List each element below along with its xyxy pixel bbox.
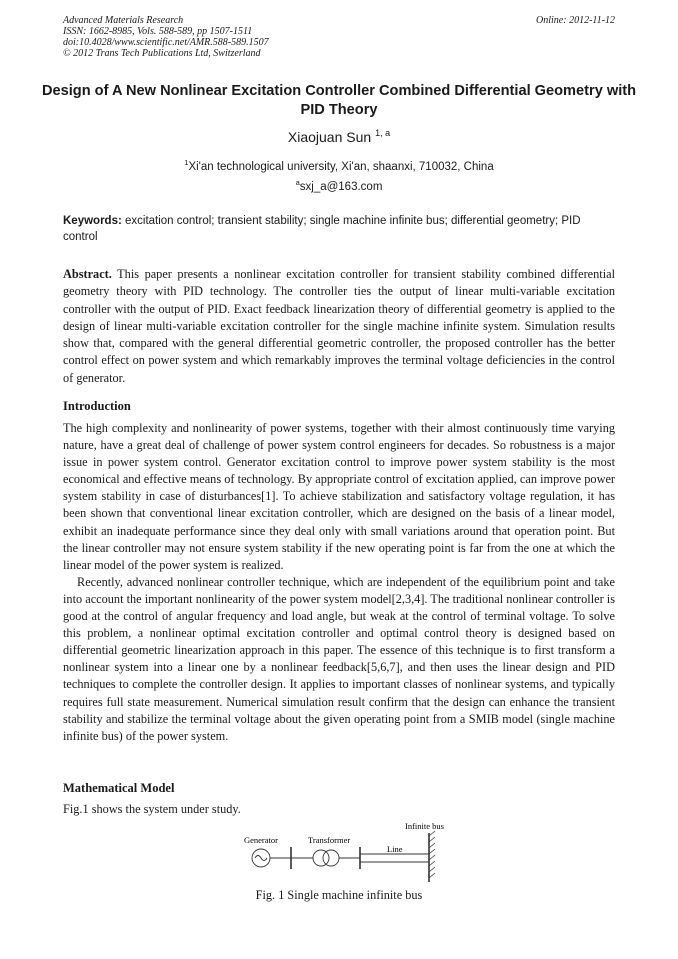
transformer-symbol: [313, 850, 339, 866]
journal-doi: doi:10.4028/www.scientific.net/AMR.588-589.1507: [63, 37, 269, 48]
affiliation-line: [0, 158, 678, 173]
abstract: [63, 266, 615, 387]
keywords-label: Keywords:: [63, 215, 122, 227]
figure-1: [240, 818, 455, 884]
author-name: Xiaojuan Sun: [287, 129, 372, 145]
journal-header: [63, 15, 615, 59]
generator-symbol: [252, 849, 270, 867]
journal-issn: ISSN: 1662-8985, Vols. 588-589, pp 1507-1511: [63, 26, 253, 37]
line-label: Line: [387, 844, 403, 854]
affiliation-superscript: 1: [184, 158, 189, 167]
generator-label: Generator: [244, 835, 278, 845]
single-machine-infinite-bus-diagram: [240, 818, 455, 884]
infinite-bus-label: Infinite bus: [405, 821, 444, 831]
email-superscript: a: [295, 178, 300, 187]
affiliation-text: Xi'an technological university, Xi'an, shaanxi, 710032, China: [188, 161, 494, 173]
introduction-heading: Introduction: [63, 399, 131, 413]
transmission-line: [360, 854, 429, 862]
author-line: [0, 128, 678, 145]
infinite-bus-symbol: [429, 831, 435, 882]
online-date: Online: 2012-11-12: [536, 15, 615, 26]
journal-name: Advanced Materials Research: [63, 15, 184, 26]
keywords: [63, 213, 615, 245]
introduction-paragraph-1: The high complexity and nonlinearity of power systems, together with their almost continuously time varying nature, have a great deal of challenge of power system control engineers for decades. So robustness is a major issue in power system control. Generator excitation control to improve power system stability is the most economical and effective means of technology. By appropriate control of excitation applied, can improve power system stability in case of disturbances[1]. To achieve stabilization and satisfactory voltage regulation, it has been shown that conventional linear excitation controller, which are designed on the basis of a linear model, exhibit an inadequate performance since they deal only with small variations around that operation point. But the linear controller may not ensure system stability if the new operating point is far from the one at which the linear model of the power system is realized.: [63, 421, 615, 572]
math-model-intro: Fig.1 shows the system under study.: [63, 802, 241, 816]
transformer-label: Transformer: [308, 835, 351, 845]
author-superscript: 1, a: [375, 128, 391, 138]
paper-title: Design of A New Nonlinear Excitation Controller Combined Differential Geometry with PID Theory: [41, 83, 637, 118]
math-model-heading: Mathematical Model: [63, 781, 175, 795]
figure-1-caption: Fig. 1 Single machine infinite bus: [255, 888, 423, 902]
introduction-body: [63, 420, 615, 745]
email-text: sxj_a@163.com: [299, 181, 383, 193]
introduction-paragraph-2: Recently, advanced nonlinear controller technique, which are independent of the equilibrium point and take into account the important nonlinearity of the power system model[2,3,4]. The traditional nonlinear controller is good at the control of angular frequency and load angle, but weak at the control of terminal voltage. To solve this problem, a nonlinear optimal excitation controller and optimal control theory is designed based on differential geometric linearization approach in this paper. The essence of this technique is to first transform a nonlinear system into a linear one by a nonlinear feedback[5,6,7], and then uses the linear design and PID techniques to complete the controller design. It applies to important classes of nonlinear systems, and typically requires full state measurement. Numerical simulation result confirm that the design can enhance the transient stability and stabilize the terminal voltage about the given operating point from a SMIB model (single machine infinite bus) of the power system.: [63, 574, 615, 743]
abstract-text: This paper presents a nonlinear excitation controller for transient stability combined differential geometry theory with PID technology. The controller ties the output of linear multi-variable excitation controller with the output of PID. Exact feedback linearization theory of differential geometry is applied to the design of linear multi-variable excitation controller for the single machine infinite system. Simulation results show that, compared with the general differential geometric controller, the proposed controller has the better control effect on power system and which remarkably improves the terminal voltage deficiencies in the control of generator.: [63, 267, 615, 385]
keywords-text: excitation control; transient stability; single machine infinite bus; differential geometry; PID control: [63, 215, 581, 243]
abstract-label: Abstract.: [63, 267, 112, 281]
email-line: [0, 178, 678, 193]
journal-copyright: © 2012 Trans Tech Publications Ltd, Switzerland: [63, 48, 261, 59]
